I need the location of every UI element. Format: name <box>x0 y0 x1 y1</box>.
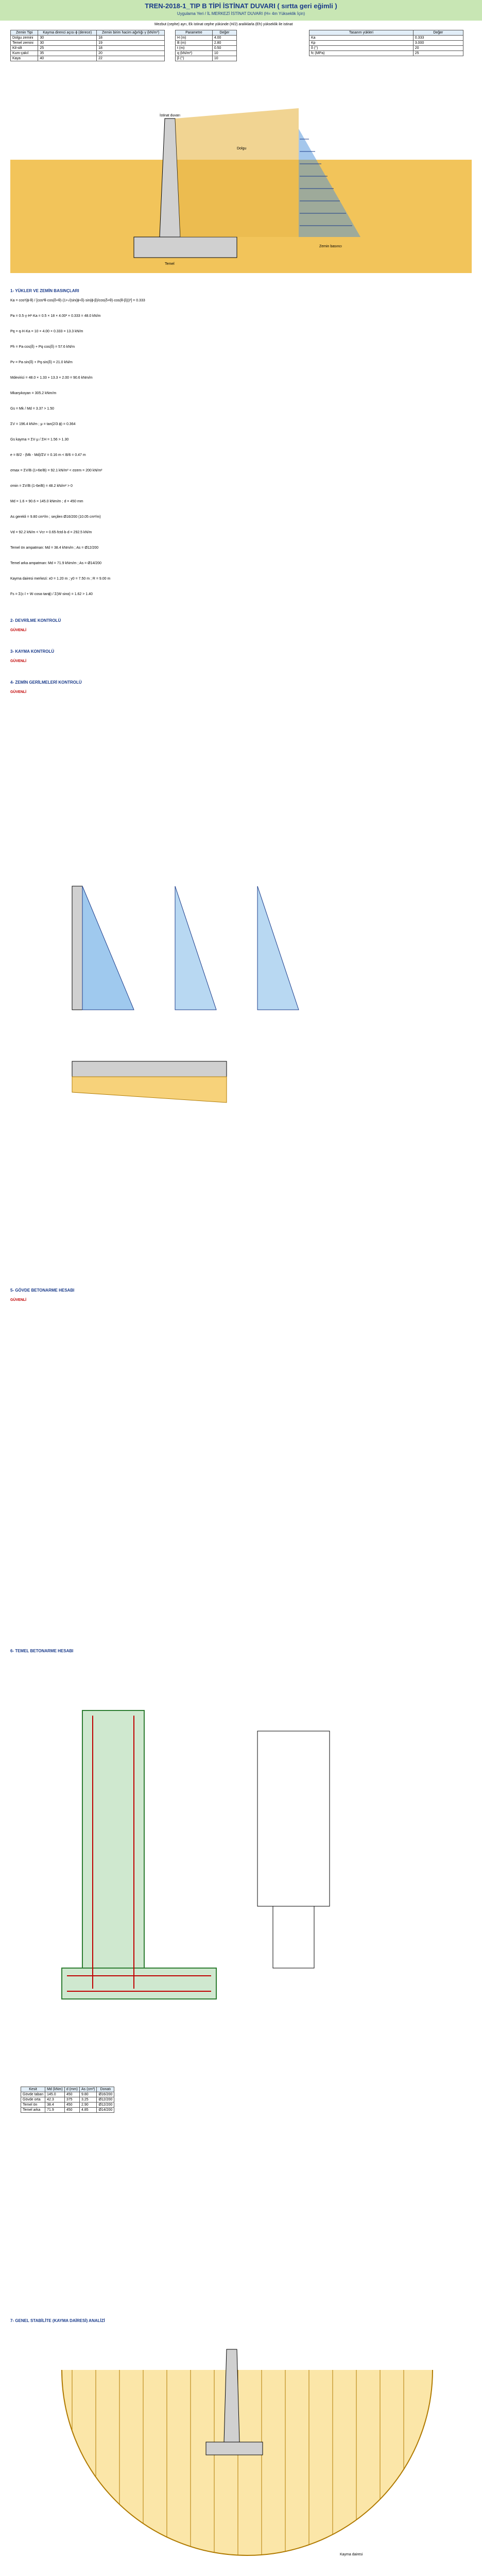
soil-row <box>11 51 165 56</box>
rein-header: Kesit <box>21 2087 45 2092</box>
calc-line: Gs = Mk / Md = 3.37 > 1.50 <box>10 407 55 411</box>
loads-cell: Ka <box>309 36 414 41</box>
calc-line: Ph = Pa·cos(δ) + Pq·cos(δ) = 57.6 kN/m <box>10 345 75 349</box>
rein-cell: Ø14/200 <box>97 2108 114 2113</box>
calc-line: Pv = Pa·sin(δ) + Pq·sin(δ) = 21.0 kN/m <box>10 361 73 364</box>
params-row <box>176 46 237 51</box>
section-4-title: 4- ZEMİN GERİLMELERİ KONTROLÜ <box>10 680 82 685</box>
reinforcement-table <box>21 2087 114 2113</box>
calc-line: Vd = 92.2 kN/m < Vcr = 0.65·fctd·b·d = 292.5 kN/m <box>10 531 92 534</box>
rein-cell: 375 <box>64 2097 79 2103</box>
rein-cell: Ø12/200 <box>97 2097 114 2103</box>
wall-footing <box>134 237 237 258</box>
rein-cell: 2.90 <box>79 2103 96 2108</box>
soil-col-phi: Kayma direnci açısı ϕ (derece) <box>38 30 97 36</box>
foundation-label: Temel <box>165 262 175 266</box>
wall-section-drawing <box>10 114 472 273</box>
rein-cell: 450 <box>64 2092 79 2097</box>
loads-row <box>309 36 463 41</box>
soil-col-gamma: Zemin birim hacim ağırlığı γ (kN/m³) <box>97 30 165 36</box>
rein-header: Donatı <box>97 2087 114 2092</box>
rein-cell: Temel ön <box>21 2103 45 2108</box>
backfill-label: Dolgu <box>237 147 247 150</box>
rein-cell: 145.0 <box>45 2092 65 2097</box>
params-col-value: Değer <box>212 30 236 36</box>
section-3-title: 3- KAYMA KONTROLÜ <box>10 649 55 654</box>
header-note: Mezbut (cephe) ayrı, Ek istinat cephe yükünde (H/2) aralıklarla (Eh) yükseklik ile istinat <box>154 23 293 26</box>
bearing-status <box>10 690 26 694</box>
page-subtitle: Uygulama Yeri / İL MERKEZİ İSTİNAT DUVARI (H= 4m Yükseklik İçin) <box>177 11 305 16</box>
soil-cell: 35 <box>38 51 97 56</box>
params-cell: H (m) <box>176 36 213 41</box>
calc-line: Ka = cos²(ϕ-θ) / [cos²θ·cos(δ+θ)·(1+√(sin(ϕ+δ)·sin(ϕ-β)/cos(δ+θ)·cos(θ-β)))²] = 0.333 <box>10 299 145 302</box>
rein-header: d (mm) <box>64 2087 79 2092</box>
calc-line: Mdevirici = 48.0 × 1.33 + 13.3 × 2.00 = 90.6 kNm/m <box>10 376 93 380</box>
calc-line: Md = 1.6 × 90.6 = 145.0 kNm/m ; d = 450 mm <box>10 500 83 503</box>
sliding-ok: GÜVENLİ <box>10 659 27 663</box>
loads-cell: 0.333 <box>413 36 463 41</box>
shear-ok: GÜVENLİ <box>10 1298 27 1302</box>
params-cell: 2.80 <box>212 41 236 46</box>
section-6-title: 6- TEMEL BETONARME HESABI <box>10 1649 74 1653</box>
soil-cell: 18 <box>97 46 165 51</box>
calc-line: σmax = ΣV/B·(1+6e/B) = 92.1 kN/m² < σzem = 200 kN/m² <box>10 469 102 472</box>
calc-line: As gerekli = 9.80 cm²/m ; seçilen Ø16/200 (10.05 cm²/m) <box>10 515 101 519</box>
loads-cell: 25 <box>413 51 463 56</box>
soil-cell: 25 <box>38 46 97 51</box>
rein-cell: Gövde taban <box>21 2092 45 2097</box>
soil-cell: Kil-silt <box>11 46 38 51</box>
calc-line: Temel ön ampatman: Md = 38.4 kNm/m ; As = Ø12/200 <box>10 546 99 550</box>
loads-cell: Kp <box>309 41 414 46</box>
params-row <box>176 41 237 46</box>
loads-row <box>309 51 463 56</box>
loads-row <box>309 46 463 51</box>
soil-cell: 18 <box>97 36 165 41</box>
loads-cell: δ (°) <box>309 46 414 51</box>
reinforcement-detail <box>51 1700 412 2061</box>
overturn-status <box>10 629 26 632</box>
section-1-title: 1- YÜKLER VE ZEMİN BASINÇLARI <box>10 289 79 293</box>
rein-cell: Gövde orta <box>21 2097 45 2103</box>
calc-line: Temel arka ampatman: Md = 71.9 kNm/m ; As = Ø14/200 <box>10 562 102 565</box>
soil-cell: 40 <box>38 56 97 61</box>
params-cell: 10 <box>212 56 236 61</box>
calc-line: ΣV = 196.4 kN/m ; μ = tan(2/3·ϕ) = 0.364 <box>10 422 76 426</box>
sliding-status <box>10 659 26 663</box>
loads-col-value: Değer <box>413 30 463 36</box>
soil-cell: Dolgu zemini <box>11 36 38 41</box>
rein-cell: 4.85 <box>79 2108 96 2113</box>
params-cell: 4.00 <box>212 36 236 41</box>
params-cell: t (m) <box>176 46 213 51</box>
soil-col-type: Zemin Tipi <box>11 30 38 36</box>
overturn-ok: GÜVENLİ <box>10 629 27 632</box>
slip-arc <box>62 2370 433 2555</box>
slip-label: Kayma dairesi <box>340 2553 363 2556</box>
params-row <box>176 36 237 41</box>
backfill-wedge <box>175 108 299 237</box>
calc-line: Kayma dairesi merkezi: x0 = 1.20 m ; y0 = 7.50 m ; R = 9.00 m <box>10 577 111 581</box>
rein-cell: 3.25 <box>79 2097 96 2103</box>
params-cell: 0.50 <box>212 46 236 51</box>
soil-row <box>11 46 165 51</box>
soil-cell: Kaya <box>11 56 38 61</box>
section-2-title: 2- DEVRİLME KONTROLÜ <box>10 618 61 623</box>
rein-cell: 42.3 <box>45 2097 65 2103</box>
rein-cell: 38.4 <box>45 2103 65 2108</box>
slip-circle-drawing <box>31 2339 453 2576</box>
soil-cell: Kum-çakıl <box>11 51 38 56</box>
rein-row <box>21 2097 114 2103</box>
soil-cell: 19 <box>97 41 165 46</box>
params-row <box>176 56 237 61</box>
shear-status <box>10 1298 26 1302</box>
soil-cell: Temel zemini <box>11 41 38 46</box>
params-cell: 10 <box>212 51 236 56</box>
soil-cell: 22 <box>97 56 165 61</box>
soil-table <box>10 30 165 61</box>
shear-diagram <box>257 886 299 1010</box>
design-loads-table <box>309 30 463 56</box>
rein-row <box>21 2092 114 2097</box>
rein-cell: 71.9 <box>45 2108 65 2113</box>
calc-line: Pq = q·H·Ka = 10 × 4.00 × 0.333 = 13.3 kN/m <box>10 330 83 333</box>
rein-cell: Ø12/200 <box>97 2103 114 2108</box>
wall-label: İstinat duvarı <box>160 114 181 117</box>
soil-cell: 20 <box>97 51 165 56</box>
moment-diagram <box>175 886 216 1010</box>
params-col-name: Parametre <box>176 30 213 36</box>
section-7-title: 7- GENEL STABİLİTE (KAYMA DAİRESİ) ANALİZİ <box>10 2318 105 2323</box>
params-cell: B (m) <box>176 41 213 46</box>
soil-row <box>11 56 165 61</box>
structural-diagrams <box>41 876 453 1185</box>
rein-row <box>21 2108 114 2113</box>
footing-load-diagram <box>72 1061 227 1103</box>
rein-header: Md (kNm) <box>45 2087 65 2092</box>
params-cell: β (°) <box>176 56 213 61</box>
calc-line: e = B/2 - (Mk - Md)/ΣV = 0.16 m < B/6 = 0.47 m <box>10 453 86 457</box>
loads-row <box>309 41 463 46</box>
soil-cell: 30 <box>38 41 97 46</box>
rein-cell: Ø16/200 <box>97 2092 114 2097</box>
calc-line: Gs kayma = ΣV·μ / ΣH = 1.56 > 1.30 <box>10 438 69 442</box>
bearing-ok: GÜVENLİ <box>10 690 27 694</box>
calc-line: Mkarşıkoyan = 305.2 kNm/m <box>10 392 57 395</box>
loads-cell: 20 <box>413 46 463 51</box>
calc-line: σmin = ΣV/B·(1-6e/B) = 48.2 kN/m² > 0 <box>10 484 73 488</box>
rein-cell: 450 <box>64 2108 79 2113</box>
section-5-title: 5- GÖVDE BETONARME HESABI <box>10 1288 75 1293</box>
rein-cell: 9.80 <box>79 2092 96 2097</box>
rein-header: As (cm²) <box>79 2087 96 2092</box>
loads-cell: fc (MPa) <box>309 51 414 56</box>
rein-cell: Temel arka <box>21 2108 45 2113</box>
soil-row <box>11 41 165 46</box>
rein-cell: 450 <box>64 2103 79 2108</box>
stem-pressure-diagram <box>72 886 134 1010</box>
rein-row <box>21 2103 114 2108</box>
soil-cell: 30 <box>38 36 97 41</box>
calc-line: Pa = 0.5·γ·H²·Ka = 0.5 × 18 × 4.00² × 0.333 = 48.0 kN/m <box>10 314 101 318</box>
params-cell: q (kN/m²) <box>176 51 213 56</box>
loads-cell: 3.000 <box>413 41 463 46</box>
pressure-label: Zemin basıncı <box>319 245 342 248</box>
calc-line: Fs = Σ(c·l + W·cosα·tanϕ) / Σ(W·sinα) = 1.62 > 1.40 <box>10 592 93 596</box>
page-title: TREN-2018-1_TIP B TİPİ İSTİNAT DUVARI ( sırtta geri eğimli ) <box>145 2 337 10</box>
soil-row <box>11 36 165 41</box>
loads-col-name: Tasarım yükleri <box>309 30 414 36</box>
params-row <box>176 51 237 56</box>
params-table <box>175 30 237 61</box>
